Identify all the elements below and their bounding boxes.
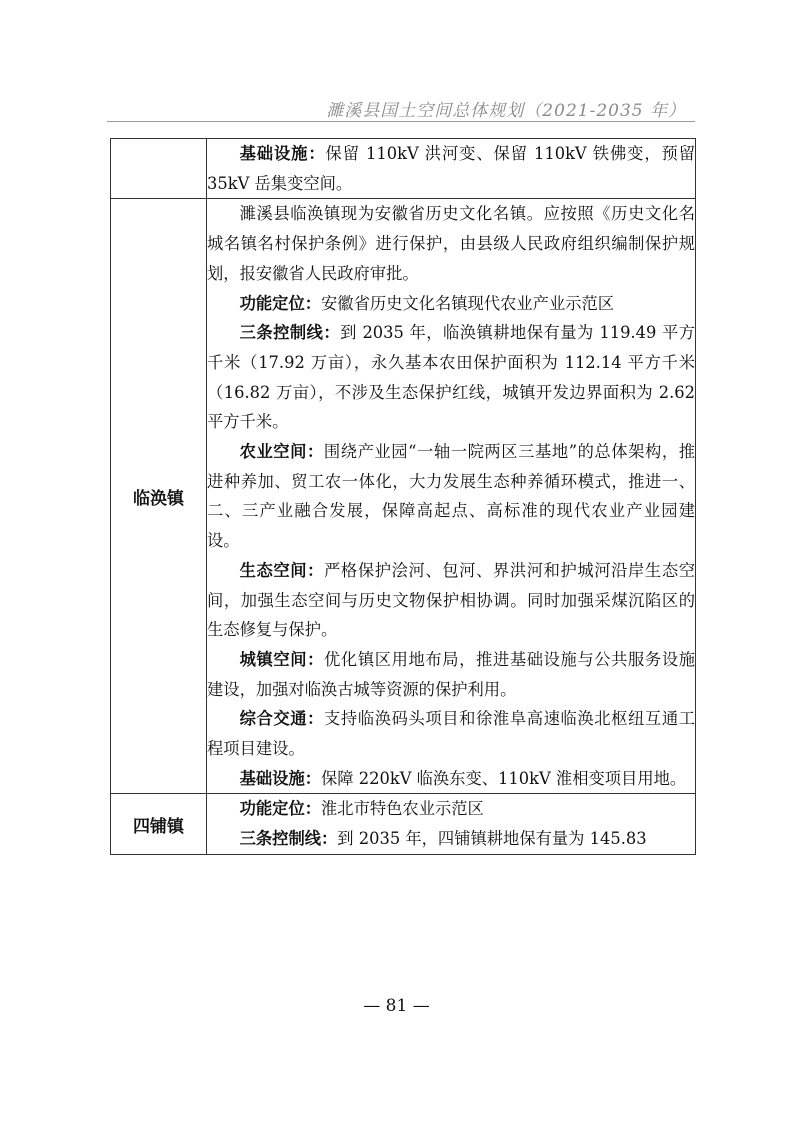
content-cell [207,794,696,854]
table-row [111,199,696,794]
paragraph-label: 农业空间： [239,442,324,462]
town-planning-table [110,138,696,855]
paragraph [207,556,695,645]
page-number: — 81 — [363,996,430,1016]
document-header-title: 濉溪县国土空间总体规划（2021-2035 年） [326,101,686,121]
paragraph [207,318,695,437]
paragraph-label: 功能定位： [239,799,322,819]
paragraph-label: 城镇空间： [239,649,325,669]
paragraph-label: 生态空间： [239,560,325,580]
header-divider [107,121,695,122]
paragraph-text: 安徽省历史文化名镇现代农业产业示范区 [321,293,615,313]
content-cell [207,139,696,199]
paragraph-label: 综合交通： [239,709,325,729]
paragraph-label: 三条控制线： [239,323,341,343]
paragraph-label: 基础设施： [239,144,326,163]
paragraph-text: 优化镇区用地布局，推进基础设施与公共服务设施建设，加强对临涣古城等资源的保护利用。 [207,649,695,699]
table-row [111,139,696,199]
paragraph-text: 到 2035 年，临涣镇耕地保有量为 119.49 平方千米（17.92 万亩），永久基本农田保护面积为 112.14 平方千米（16.82 万亩），不涉及生态保护红线，城镇开发边界面积为 2.62 平方千米。 [207,323,695,432]
town-name-cell [111,139,207,199]
paragraph-text: 保留 110kV 洪河变、保留 110kV 铁佛变，预留 35kV 岳集变空间。 [207,144,695,193]
paragraph-label: 三条控制线： [239,829,338,849]
paragraph-text: 支持临涣码头项目和徐淮阜高速临涣北枢纽互通工程项目建设。 [207,709,695,759]
content-cell [207,199,696,794]
paragraph-text: 保障 220kV 临涣东变、110kV 淮相变项目用地。 [321,768,687,788]
paragraph-text: 到 2035 年，四铺镇耕地保有量为 145.83 [337,829,647,849]
paragraph [207,645,695,704]
paragraph-text: 围绕产业园“一轴一院两区三基地”的总体架构，推进种养加、贸工农一体化，大力发展生态种养循环模式，推进一、二、三产业融合发展，保障高起点、高标准的现代农业产业园建设。 [207,442,695,551]
paragraph-label: 基础设施： [239,768,322,788]
paragraph [207,764,695,794]
paragraph [207,824,695,854]
paragraph [207,704,695,763]
table-row [111,794,696,854]
paragraph [207,139,695,198]
paragraph-text: 严格保护浍河、包河、界洪河和护城河沿岸生态空间，加强生态空间与历史文物保护相协调。同时加强采煤沉陷区的生态修复与保护。 [207,560,695,640]
town-name-cell: 临涣镇 [111,199,207,794]
paragraph [207,199,695,288]
paragraph-text: 淮北市特色农业示范区 [321,799,484,819]
paragraph [207,794,695,824]
paragraph [207,289,695,319]
town-name-cell: 四铺镇 [111,794,207,854]
paragraph-label: 功能定位： [239,293,322,313]
paragraph [207,437,695,556]
paragraph-text: 濉溪县临涣镇现为安徽省历史文化名镇。应按照《历史文化名城名镇名村保护条例》进行保护，由县级人民政府组织编制保护规划，报安徽省人民政府审批。 [207,204,695,283]
